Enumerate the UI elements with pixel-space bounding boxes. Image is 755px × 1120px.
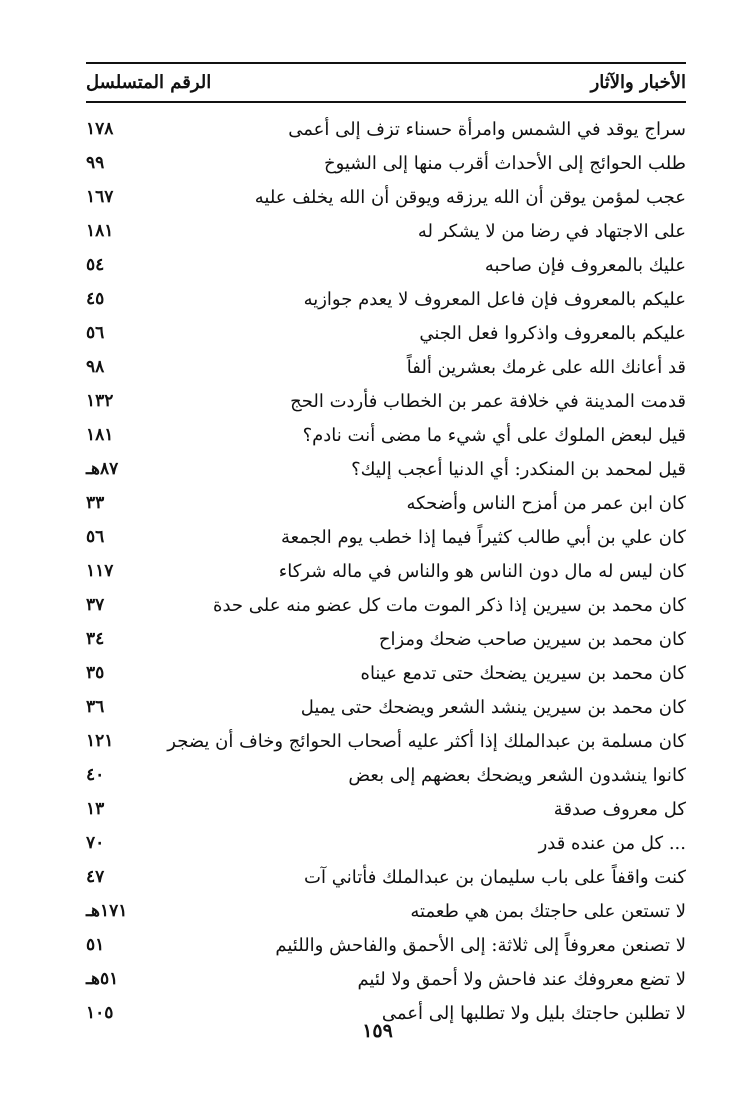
entry-text: كان محمد بن سيرين إذا ذكر الموت مات كل عضو منه على حدة bbox=[213, 594, 686, 616]
entry-number: ١٦٧ bbox=[86, 187, 114, 207]
index-entry bbox=[86, 724, 686, 758]
index-entry bbox=[86, 248, 686, 282]
entry-text: كان محمد بن سيرين صاحب ضحك ومزاح bbox=[378, 628, 686, 650]
entry-text: قدمت المدينة في خلافة عمر بن الخطاب فأردت الحج bbox=[290, 390, 686, 412]
entry-number: ٥١هـ bbox=[86, 969, 119, 989]
entry-text: ... كل من عنده قدر bbox=[538, 832, 686, 854]
entry-text: طلب الحوائج إلى الأحداث أقرب منها إلى الشيوخ bbox=[323, 152, 686, 174]
index-entry bbox=[86, 452, 686, 486]
entry-text: كان علي بن أبي طالب كثيراً فيما إذا خطب يوم الجمعة bbox=[280, 526, 686, 548]
entry-number: ٥٦ bbox=[86, 527, 105, 547]
entry-number: ٩٨ bbox=[86, 357, 105, 377]
entry-number: ١٨١ bbox=[86, 425, 114, 445]
index-entry bbox=[86, 622, 686, 656]
entry-number: ٥٤ bbox=[86, 255, 105, 275]
entry-text: لا تطلبن حاجتك بليل ولا تطلبها إلى أعمى bbox=[381, 1002, 686, 1024]
index-entry bbox=[86, 690, 686, 724]
entry-text: قيل لمحمد بن المنكدر: أي الدنيا أعجب إليك؟ bbox=[351, 458, 686, 480]
entry-number: ٣٥ bbox=[86, 663, 105, 683]
index-entry bbox=[86, 928, 686, 962]
entry-number: ٣٣ bbox=[86, 493, 105, 513]
index-entry bbox=[86, 826, 686, 860]
index-entry bbox=[86, 758, 686, 792]
entry-text: قد أعانك الله على غرمك بعشرين ألفاً bbox=[406, 356, 686, 378]
entry-text: عليكم بالمعروف واذكروا فعل الجني bbox=[419, 322, 686, 344]
entry-number: ١١٧ bbox=[86, 561, 114, 581]
entry-text: كان ليس له مال دون الناس هو والناس في ماله شركاء bbox=[278, 560, 686, 582]
index-entry bbox=[86, 282, 686, 316]
entry-number: ١٨١ bbox=[86, 221, 114, 241]
index-entry bbox=[86, 214, 686, 248]
entry-text: كان ابن عمر من أمزح الناس وأضحكه bbox=[406, 492, 686, 514]
index-entry bbox=[86, 180, 686, 214]
entry-number: ٥١ bbox=[86, 935, 105, 955]
page-number: ١٥٩ bbox=[362, 1020, 393, 1042]
entry-text: كانوا ينشدون الشعر ويضحك بعضهم إلى بعض bbox=[348, 764, 686, 786]
entry-number: ٨٧هـ bbox=[86, 459, 119, 479]
index-entry bbox=[86, 656, 686, 690]
entry-text: عليكم بالمعروف فإن فاعل المعروف لا يعدم جوازيه bbox=[303, 288, 686, 310]
index-entry bbox=[86, 316, 686, 350]
reports-heading: الأخبار والآثار bbox=[590, 72, 686, 93]
entry-text: سراج يوقد في الشمس وامرأة حسناء تزف إلى أعمى bbox=[288, 118, 686, 140]
index-entry bbox=[86, 962, 686, 996]
entry-number: ١٧١هـ bbox=[86, 901, 128, 921]
entry-number: ٧٠ bbox=[86, 833, 105, 853]
entry-number: ٣٤ bbox=[86, 629, 105, 649]
index-entry bbox=[86, 588, 686, 622]
entry-number: ١٢١ bbox=[86, 731, 114, 751]
entry-number: ١٣٢ bbox=[86, 391, 114, 411]
entry-number: ٣٦ bbox=[86, 697, 105, 717]
serial-number-heading: الرقم المتسلسل bbox=[86, 72, 212, 93]
entry-text: كان محمد بن سيرين ينشد الشعر ويضحك حتى يميل bbox=[300, 696, 686, 718]
entry-text: عجب لمؤمن يوقن أن الله يرزقه ويوقن أن الله يخلف عليه bbox=[254, 186, 686, 208]
entry-text: كل معروف صدقة bbox=[553, 798, 686, 820]
entry-number: ٥٦ bbox=[86, 323, 105, 343]
entry-text: كان مسلمة بن عبدالملك إذا أكثر عليه أصحاب الحوائج وخاف أن يضجر bbox=[167, 730, 686, 752]
index-entry bbox=[86, 418, 686, 452]
entry-text: لا تصنعن معروفاً إلى ثلاثة: إلى الأحمق والفاحش واللئيم bbox=[275, 934, 686, 956]
entry-number: ١٧٨ bbox=[86, 119, 114, 139]
entry-text: لا تستعن على حاجتك بمن هي طعمته bbox=[410, 900, 686, 922]
entry-number: ٤٠ bbox=[86, 765, 105, 785]
index-entry bbox=[86, 860, 686, 894]
index-entry bbox=[86, 350, 686, 384]
index-entry bbox=[86, 486, 686, 520]
header-bottom-rule bbox=[86, 101, 686, 103]
entry-text: لا تضع معروفك عند فاحش ولا أحمق ولا لئيم bbox=[357, 968, 686, 990]
entry-number: ١٠٥ bbox=[86, 1003, 114, 1023]
entry-text: كنت واقفاً على باب سليمان بن عبدالملك فأتاني آت bbox=[304, 866, 686, 888]
index-entry bbox=[86, 384, 686, 418]
entry-number: ٩٩ bbox=[86, 153, 105, 173]
entry-text: عليك بالمعروف فإن صاحبه bbox=[484, 254, 686, 276]
entry-number: ٣٧ bbox=[86, 595, 105, 615]
index-entry bbox=[86, 112, 686, 146]
entry-text: قيل لبعض الملوك على أي شيء ما مضى أنت نادم؟ bbox=[302, 424, 686, 446]
entry-text: كان محمد بن سيرين يضحك حتى تدمع عيناه bbox=[360, 662, 686, 684]
index-entry bbox=[86, 792, 686, 826]
index-entry bbox=[86, 146, 686, 180]
entry-number: ٤٥ bbox=[86, 289, 105, 309]
entry-number: ١٣ bbox=[86, 799, 105, 819]
entry-number: ٤٧ bbox=[86, 867, 105, 887]
entry-text: على الاجتهاد في رضا من لا يشكر له bbox=[417, 220, 686, 242]
index-entry bbox=[86, 554, 686, 588]
index-list bbox=[86, 112, 686, 1030]
index-entry bbox=[86, 520, 686, 554]
index-entry bbox=[86, 894, 686, 928]
table-header bbox=[86, 64, 686, 101]
